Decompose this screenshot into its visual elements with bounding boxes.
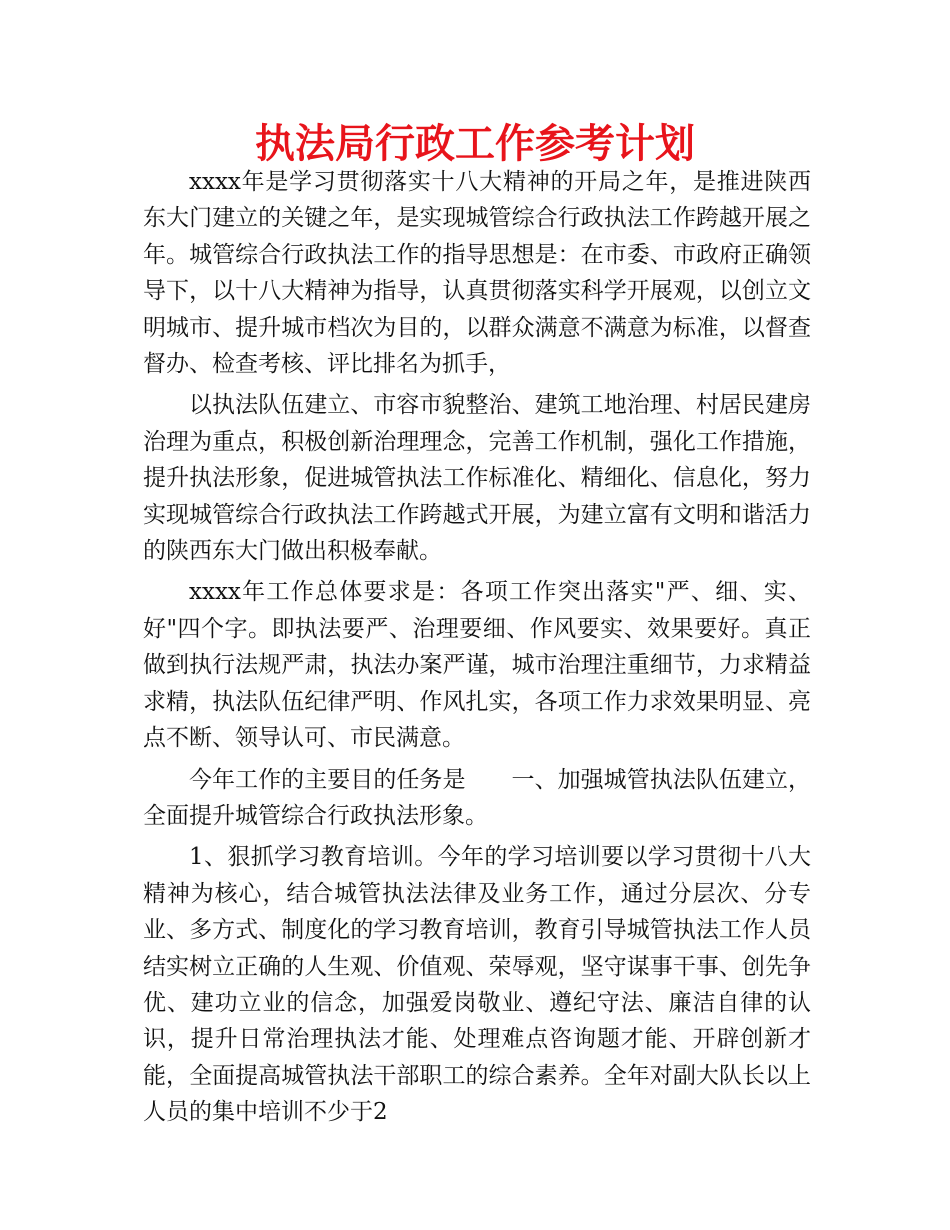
paragraph-tasks xyxy=(143,762,811,835)
paragraph-focus: 以执法队伍建立、市容市貌整治、建筑工地治理、村居民建房治理为重点，积极创新治理理念，完善工作机制，强化工作措施，提升执法形象，促进城管执法工作标准化、精细化、信息化，努力实现城管综合行政执法工作跨越式开展，为建立富有文明和谐活力的陕西东大门做出积极奉献。 xyxy=(143,392,811,565)
tasks-intro: 今年工作的主要目的任务是 xyxy=(189,766,466,793)
tasks-first: 一、加强城管执法队伍建立，全面提升城管综合行政执法形象。 xyxy=(143,766,812,829)
paragraph-intro: xxxx年是学习贯彻落实十八大精神的开局之年，是推进陕西东大门建立的关键之年，是实现城管综合行政执法工作跨越开展之年。城管综合行政执法工作的指导思想是：在市委、市政府正确领导下，以十八大精神为指导，认真贯彻落实科学开展观，以创立文明城市、提升城市档次为目的，以群众满意不满意为标准，以督查督办、检查考核、评比排名为抓手， xyxy=(143,169,811,378)
paragraph-requirements: xxxx年工作总体要求是：各项工作突出落实"严、细、实、好"四个字。即执法要严、治理要细、作风要实、效果要好。真正做到执行法规严肃，执法办案严谨，城市治理注重细节，力求精益求精，执法队伍纪律严明、作风扎实，各项工作力求效果明显、亮点不断、领导认可、市民满意。 xyxy=(143,579,811,752)
document-body xyxy=(143,164,811,1136)
paragraph-training: 1、狠抓学习教育培训。今年的学习培训要以学习贯彻十八大精神为核心，结合城管执法法律及业务工作，通过分层次、分专业、多方式、制度化的学习教育培训，教育引导城管执法工作人员结实树立正确的人生观、价值观、荣辱观，坚守谋事干事、创先争优、建功立业的信念，加强爱岗敬业、遵纪守法、廉洁自律的认识，提升日常治理执法才能、处理难点咨询题才能、开辟创新才能，全面提高城管执法干部职工的综合素养。全年对副大队长以上人员的集中培训不少于2 xyxy=(143,844,811,1126)
document-title: 执法局行政工作参考计划 xyxy=(255,121,695,167)
